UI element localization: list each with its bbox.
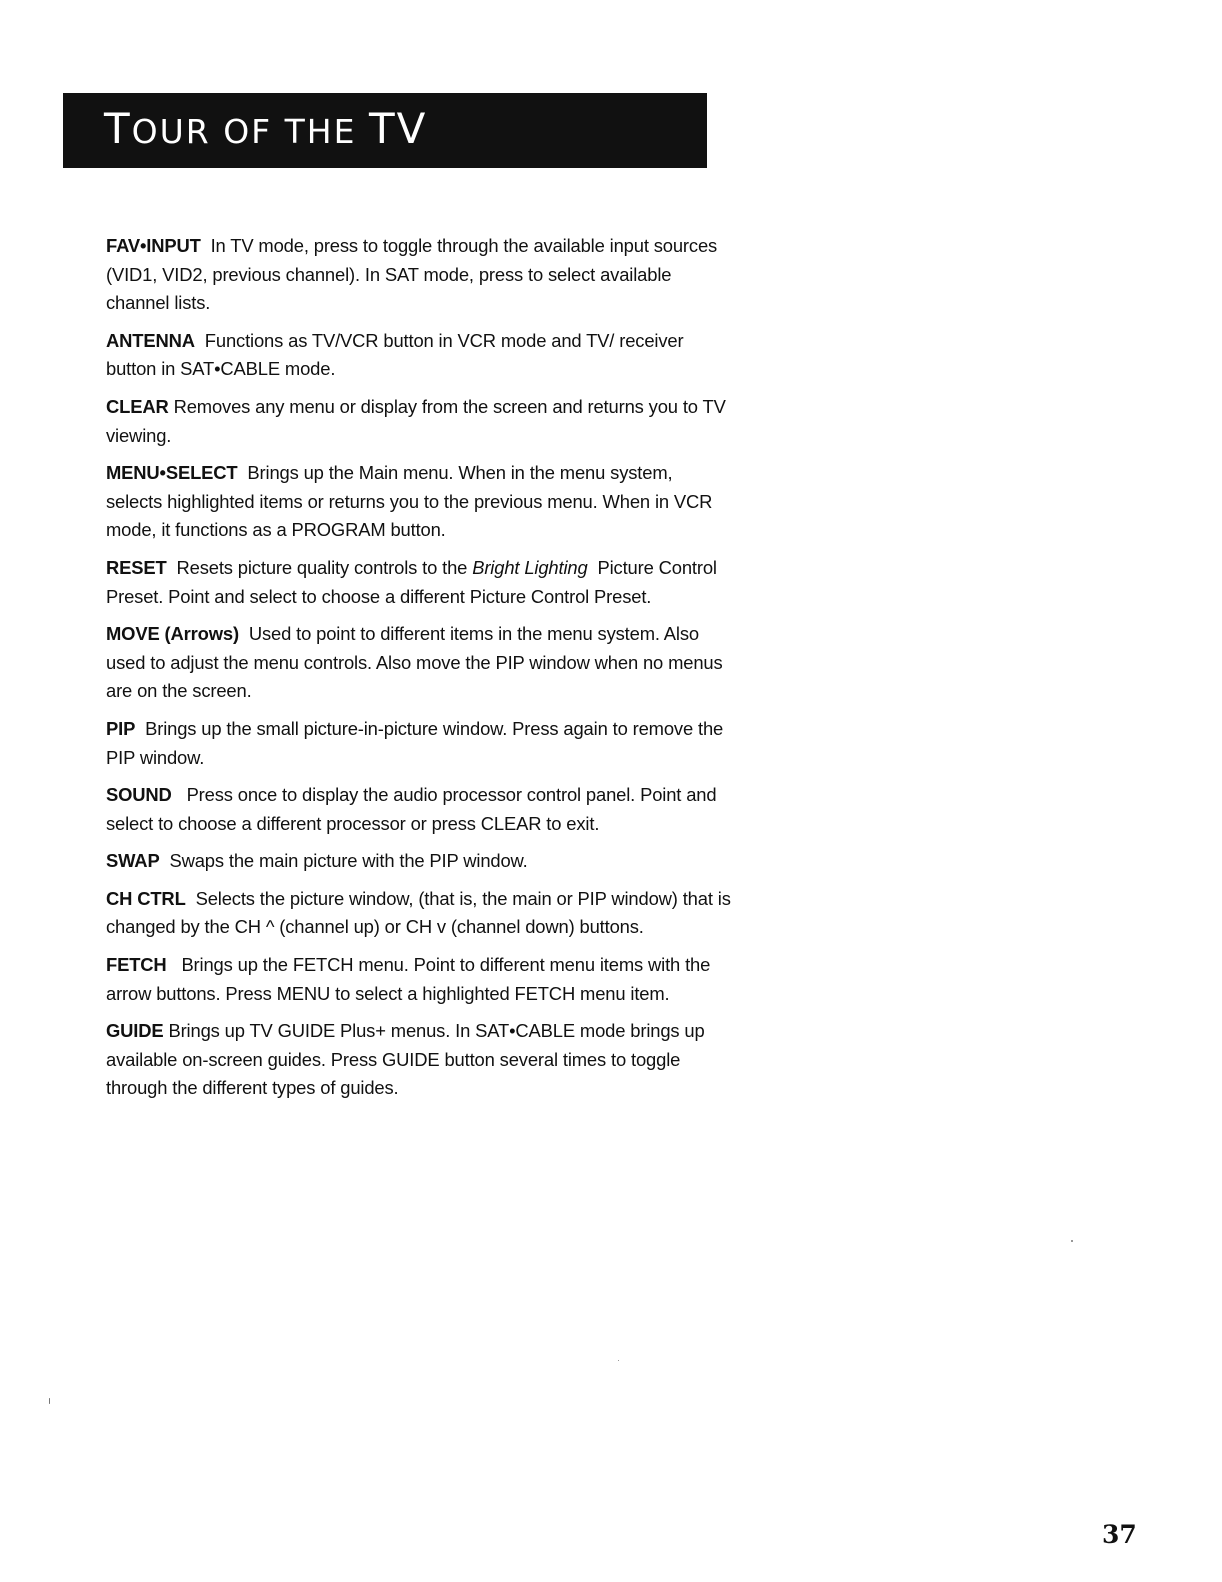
entry-antenna bbox=[106, 327, 731, 384]
entry-description: Removes any menu or display from the screen and returns you to TV viewing. bbox=[106, 395, 726, 446]
entry-term: GUIDE bbox=[106, 1020, 164, 1042]
entry-term: CLEAR bbox=[106, 395, 169, 417]
entry-term: CH CTRL bbox=[106, 887, 186, 909]
entry-fetch bbox=[106, 951, 731, 1008]
entry-term: FAV•INPUT bbox=[106, 235, 201, 256]
entry-description: Brings up the small picture-in-picture window. Press again to remove the PIP window. bbox=[106, 717, 724, 768]
entry-description: Functions as TV/VCR button in VCR mode and TV/ receiver button in SAT•CABLE mode. bbox=[106, 329, 684, 380]
entry-clear bbox=[106, 393, 731, 450]
section-title-banner bbox=[63, 93, 707, 168]
scan-speck bbox=[49, 1398, 50, 1404]
entry-description: Press once to display the audio processor control panel. Point and select to choose a different processor or press CLEAR to exit. bbox=[106, 784, 717, 834]
entry-description: Brings up TV GUIDE Plus+ menus. In SAT•CABLE mode brings up available on-screen guides. Press GUIDE button several times to toggle through the different types of guides. bbox=[106, 1020, 705, 1099]
entry-description-start: Resets picture quality controls to the bbox=[176, 556, 468, 578]
entry-term: PIP bbox=[106, 717, 136, 739]
entry-term: SWAP bbox=[106, 850, 160, 872]
entry-term: ANTENNA bbox=[106, 329, 195, 351]
entry-ch-ctrl bbox=[106, 885, 731, 942]
entry-reset bbox=[106, 554, 731, 611]
entry-description: Brings up the FETCH menu. Point to different menu items with the arrow buttons. Press MENU to select a highlighted FETCH menu item. bbox=[106, 954, 711, 1004]
entry-guide bbox=[106, 1017, 731, 1103]
entry-term: FETCH bbox=[106, 954, 167, 976]
entry-description: Selects the picture window, (that is, the main or PIP window) that is changed by the CH ^ (channel up) or CH v (channel down) buttons. bbox=[106, 887, 731, 938]
entry-term: SOUND bbox=[106, 784, 172, 806]
entry-description: Brings up the Main menu. When in the menu system, selects highlighted items or returns you to the previous menu. When in VCR mode, it functions as a PROGRAM button. bbox=[106, 462, 713, 541]
entry-move bbox=[106, 620, 731, 706]
entry-description: Used to point to different items in the menu system. Also used to adjust the menu controls. Also move the PIP window when no menus are on the screen. bbox=[106, 623, 723, 702]
entry-term: MOVE (Arrows) bbox=[106, 623, 239, 645]
entry-term: RESET bbox=[106, 556, 167, 578]
entry-description-end: Picture Control Preset. Point and select to choose a different Picture Control Preset. bbox=[106, 556, 717, 607]
page-number: 37 bbox=[1102, 1520, 1137, 1549]
entry-fav-input bbox=[106, 232, 731, 318]
entry-term: MENU•SELECT bbox=[106, 462, 238, 484]
section-title-tv: TV bbox=[368, 104, 428, 153]
scan-speck bbox=[618, 1360, 619, 1361]
button-descriptions bbox=[106, 232, 731, 1112]
section-title bbox=[104, 104, 428, 154]
entry-sound bbox=[106, 781, 731, 838]
entry-description: In TV mode, press to toggle through the available input sources (VID1, VID2, previous channel). In SAT mode, press to select available channel lists. bbox=[106, 235, 718, 314]
scan-speck bbox=[1071, 1240, 1073, 1242]
entry-description-emphasis: Bright Lighting bbox=[472, 556, 588, 578]
entry-swap bbox=[106, 847, 731, 876]
entry-description: Swaps the main picture with the PIP window. bbox=[169, 850, 528, 872]
section-title-initial: T bbox=[104, 104, 132, 153]
section-title-rest: OUR OF THE bbox=[131, 112, 369, 151]
entry-pip bbox=[106, 715, 731, 772]
entry-menu-select bbox=[106, 459, 731, 545]
